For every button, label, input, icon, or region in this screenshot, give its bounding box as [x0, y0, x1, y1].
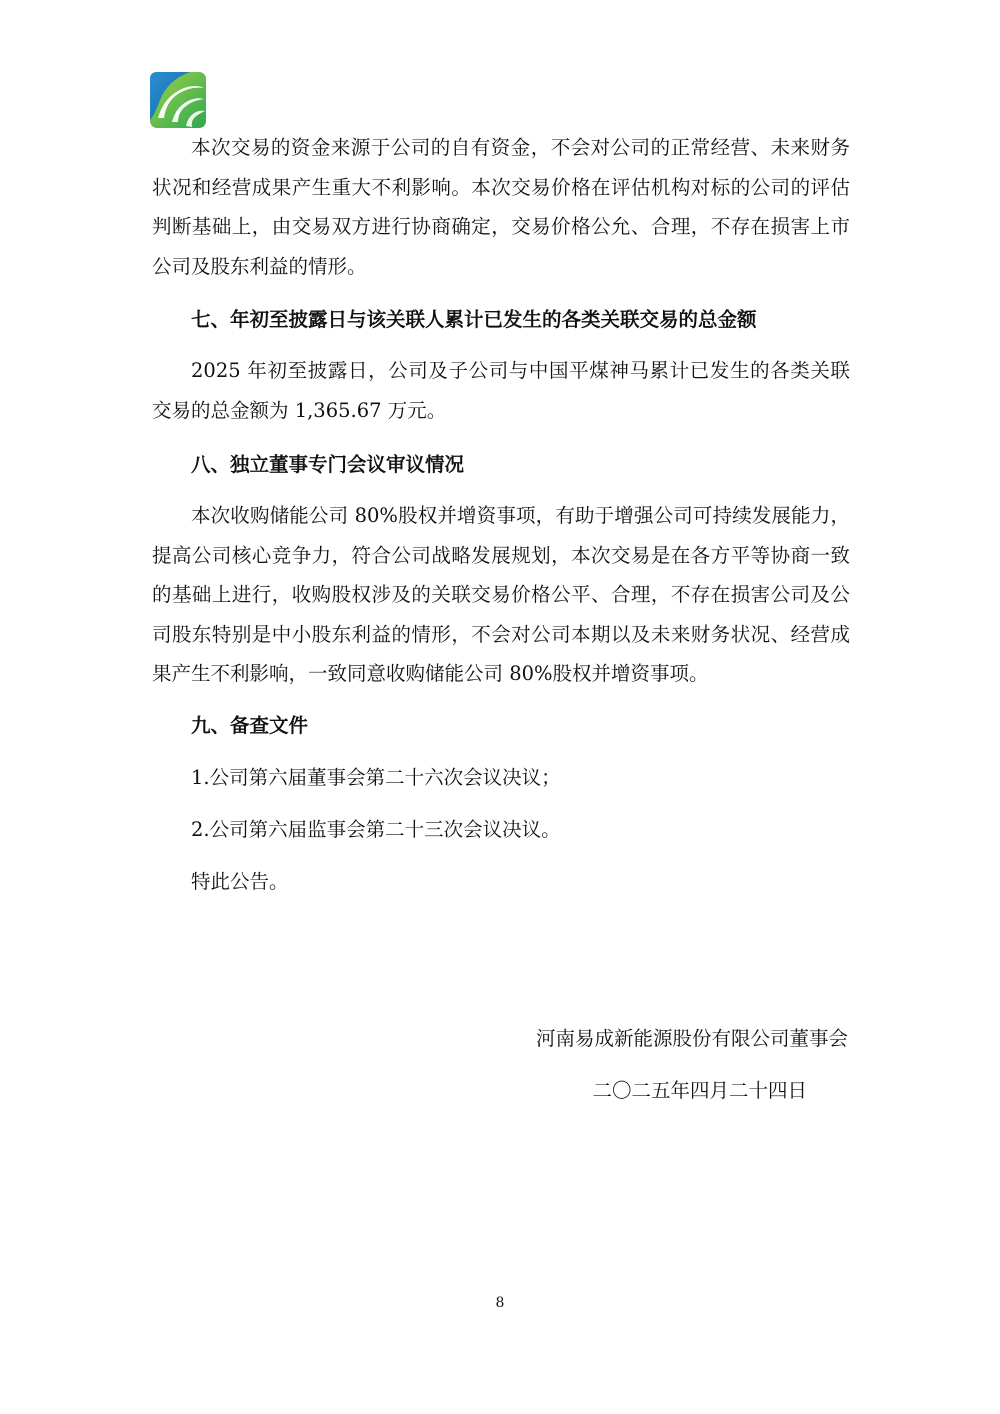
section-heading-7: 七、年初至披露日与该关联人累计已发生的各类关联交易的总金额: [191, 308, 757, 331]
company-logo-icon: [150, 72, 206, 128]
paragraph-total-amount: 2025 年初至披露日，公司及子公司与中国平煤神马累计已发生的各类关联交易的总金额为 1,365.67 万元。: [152, 359, 850, 422]
signature-company: 河南易成新能源股份有限公司董事会: [535, 1027, 848, 1050]
section-heading-8: 八、独立董事专门会议审议情况: [191, 453, 465, 476]
section-heading-9: 九、备查文件: [191, 714, 309, 737]
paragraph-independent-directors: 本次收购储能公司 80%股权并增资事项，有助于增强公司可持续发展能力，提高公司核心竞争力，符合公司战略发展规划，本次交易是在各方平等协商一致的基础上进行，收购股权涉及的关联交易价格公平、合理，不存在损害公司及公司股东特别是中小股东利益的情形，不会对公司本期以及未来财务状况、经营成果产生不利影响，一致同意收购储能公司 80%股权并增资事项。: [152, 504, 850, 685]
reference-item: 2.公司第六届监事会第二十三次会议决议。: [191, 818, 561, 841]
reference-item: 1.公司第六届董事会第二十六次会议决议；: [191, 766, 561, 789]
paragraph-funding-source: 本次交易的资金来源于公司的自有资金，不会对公司的正常经营、未来财务状况和经营成果产生重大不利影响。本次交易价格在评估机构对标的公司的评估判断基础上，由交易双方进行协商确定，交易价格公允、合理，不存在损害上市公司及股东利益的情形。: [152, 136, 850, 278]
closing-text: 特此公告。: [191, 870, 289, 893]
page-number: 8: [495, 1295, 505, 1311]
signature-date: 二〇二五年四月二十四日: [592, 1079, 807, 1102]
